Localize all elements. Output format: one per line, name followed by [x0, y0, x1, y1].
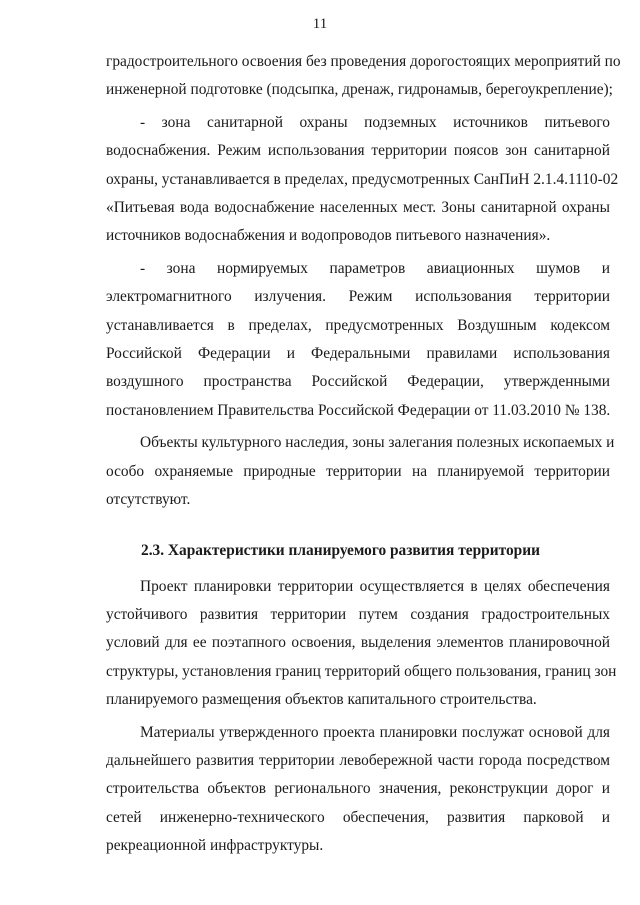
text-line: сетей инженерно-технического обеспечения, развития парковой и — [106, 808, 610, 826]
paragraph-sanitary-zone — [106, 109, 619, 251]
paragraph-engineering-prep — [106, 48, 621, 105]
text-line: дальнейшего развития территории левобережной части города посредством — [106, 751, 610, 769]
text-line: строительства объектов регионального значения, реконструкции дорог и — [106, 780, 610, 798]
page-number: 11 — [312, 16, 328, 32]
text-line: условий для ее поэтапного освоения, выделения элементов планировочной — [106, 634, 610, 652]
text-line: источников водоснабжения и водопроводов питьевого назначения». — [106, 227, 551, 245]
document-body — [106, 48, 621, 861]
text-line: электромагнитного излучения. Режим использования территории — [106, 288, 610, 306]
paragraph-aviation-noise-zone — [106, 255, 610, 425]
text-line: устойчивого развития территории путем создания градостроительных — [106, 605, 610, 623]
text-line: воздушного пространства Российской Федерации, утвержденными — [106, 373, 610, 391]
text-line: Объекты культурного наследия, зоны залегания полезных ископаемых и — [140, 434, 615, 452]
text-line: структуры, установления границ территорий общего пользования, границ зон — [106, 662, 617, 680]
text-line: отсутствуют. — [106, 491, 191, 509]
text-line: постановлением Правительства Российской Федерации от 11.03.2010 № 138. — [106, 401, 611, 419]
text-line: «Питьевая вода водоснабжение населенных мест. Зоны санитарной охраны — [106, 199, 610, 217]
text-line: рекреационной инфраструктуры. — [106, 837, 324, 855]
text-line: водоснабжения. Режим использования территории поясов зон санитарной — [106, 142, 610, 160]
text-line: Материалы утвержденного проекта планировки послужат основой для — [140, 723, 610, 741]
text-line: Проект планировки территории осуществляется в целях обеспечения — [140, 577, 610, 595]
text-line: инженерной подготовке (подсыпка, дренаж, гидронамыв, берегоукрепление); — [106, 81, 613, 99]
text-line: - зона нормируемых параметров авиационных шумов и — [140, 259, 610, 277]
text-line: охраны, устанавливается в пределах, предусмотренных СанПиН 2.1.4.1110-02 — [106, 170, 619, 188]
paragraph-approved-materials — [106, 719, 610, 861]
text-line: градостроительного освоения без проведения дорогостоящих мероприятий по — [106, 53, 621, 70]
text-line: - зона санитарной охраны подземных источников питьевого — [140, 113, 610, 131]
paragraph-cultural-heritage — [106, 429, 615, 514]
paragraph-planning-project — [106, 573, 617, 715]
text-line: особо охраняемые природные территории на планируемой территории — [106, 462, 610, 480]
text-line: Российской Федерации и Федеральными правилами использования — [106, 345, 610, 363]
text-line: планируемого размещения объектов капитального строительства. — [106, 691, 537, 709]
text-line: устанавливается в пределах, предусмотренных Воздушным кодексом — [106, 316, 610, 334]
section-heading: 2.3. Характеристики планируемого развития территории — [141, 541, 540, 559]
